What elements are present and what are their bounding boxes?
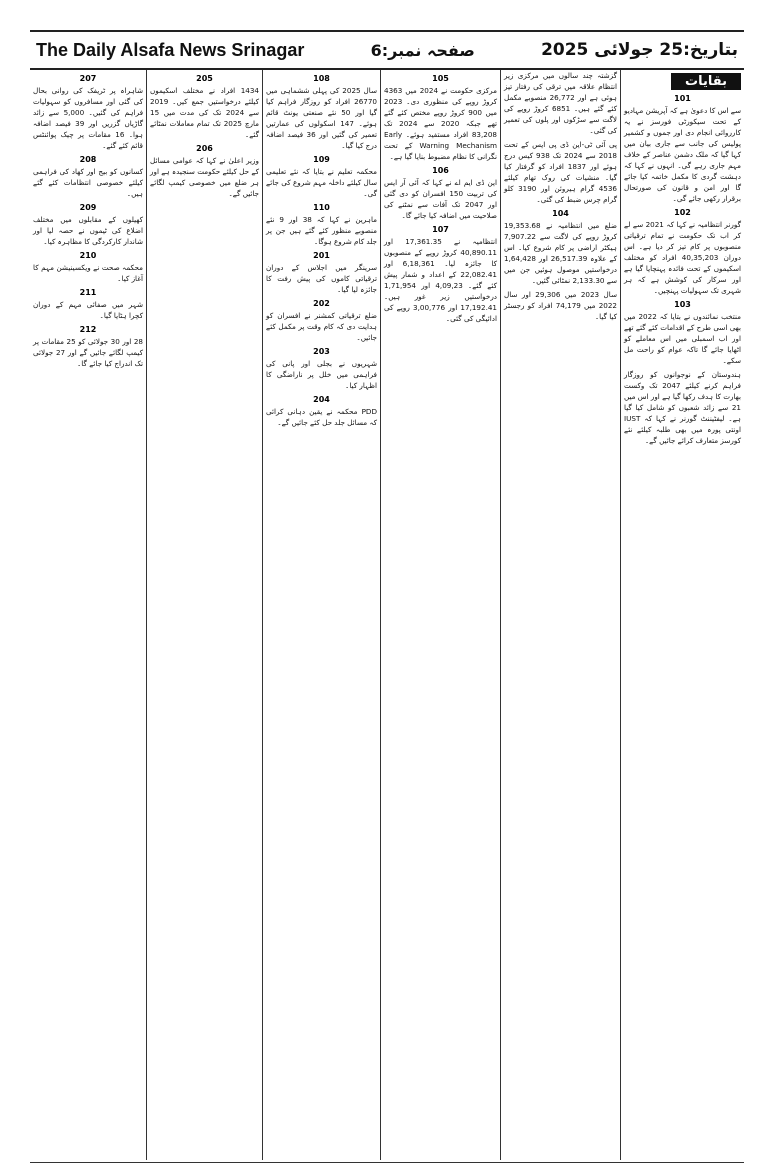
page-number: صفحہ نمبر:6 — [370, 40, 475, 60]
article-number: 209 — [79, 203, 97, 212]
column-4 — [262, 70, 380, 1160]
article-text: محکمہ صحت نے ویکسینیشن مہم کا آغاز کیا۔ — [33, 263, 143, 283]
article-text: ضلع میں انتظامیہ نے 19,353.68 کروڑ روپے کی لاگت سے 7,907.22 ہیکٹر اراضی پر کام شروع کیا۔ اس کے علاوہ 26,517.39 اور 1,64,428 درخواستیں موصول ہوئیں جن میں سے 2,133.30 نمٹائی گئیں۔ — [504, 221, 617, 285]
article-text: پی آئی ٹی-این ڈی پی ایس کے تحت 2018 سے 2024 تک 938 کیس درج ہوئے اور 1837 افراد کو گرفتار کیا گیا۔ منشیات کی روک تھام کیلئے 4536 گرام ہیروئن اور 3190 کلو گرام چرس ضبط کی گئی۔ — [504, 140, 617, 204]
column-1-articles — [624, 93, 741, 446]
article-text: سے اس کا دعویٰ ہے کہ آپریشن مہادیو کے تحت سیکورٹی فورسز نے یہ کارروائی انجام دی اور جموں و کشمیر پولیس کی جانب سے جاری بیان میں کہا گیا کہ ملک دشمن عناصر کے خلاف مہم جاری رہے گی۔ انہوں نے کہا کہ دہشت گردی کا مکمل خاتمہ کیا جائے گا اور امن و قانون کی صورتحال برقرار رکھی جائے گی۔ — [624, 106, 741, 203]
article-text: شہریوں نے بجلی اور پانی کی فراہمی میں خلل پر ناراضگی کا اظہار کیا۔ — [266, 359, 377, 390]
article-text: PDD محکمہ نے یقین دہانی کرائی کہ مسائل جلد حل کئے جائیں گے۔ — [266, 407, 377, 427]
article-number: 104 — [552, 209, 569, 218]
article-number: 204 — [313, 395, 330, 404]
column-2-articles — [504, 70, 617, 322]
article-text: کھیلوں کے مقابلوں میں مختلف اضلاع کی ٹیموں نے حصہ لیا اور شاندار کارکردگی کا مظاہرہ کیا۔ — [33, 215, 143, 246]
article-number: 110 — [313, 203, 330, 212]
article-text: 28 اور 30 جولائی کو 25 مقامات پر کیمپ لگائے جائیں گے اور 27 جولائی تک اندراج کیا جائے گا۔ — [33, 337, 144, 368]
masthead — [30, 30, 744, 70]
column-5-articles — [150, 73, 259, 199]
article-text: ہندوستان کے نوجوانوں کو روزگار فراہم کرنے کیلئے 2047 تک وکست بھارت کا ہدف رکھا گیا ہے اور اس میں 21 سے زائد شعبوں کو شامل کیا گیا ہے۔ لیفٹیننٹ گورنر نے کہا کہ IUST اونتی پورہ میں بھی طلبہ کیلئے نئے کورسز متعارف کرائے جائیں گے۔ — [624, 370, 741, 445]
section-banner: بقایات — [671, 73, 741, 90]
article-number: 102 — [674, 208, 691, 217]
article-text: ضلع ترقیاتی کمشنر نے افسران کو ہدایت دی کہ کام وقت پر مکمل کئے جائیں۔ — [266, 311, 377, 342]
article-text: سرینگر میں اجلاس کے دوران ترقیاتی کاموں کی پیش رفت کا جائزہ لیا گیا۔ — [266, 263, 377, 294]
column-1 — [620, 70, 744, 1160]
article-number: 201 — [313, 251, 330, 260]
column-6-articles — [33, 73, 143, 369]
article-number: 205 — [196, 74, 213, 83]
article-text: انتظامیہ نے 17,361.35 اور 40,890.11 کروڑ روپے کے منصوبوں کا جائزہ لیا۔ 6,18,361 اور 22,082.41 کے اعداد و شمار پیش کئے گئے۔ 4,09,23 اور 1,71,954 درخواستیں زیر غور ہیں۔ 17,192.41 اور 3,00,776 روپے کی ادائیگی کی گئی۔ — [384, 237, 498, 323]
article-text: سال 2025 کی پہلی ششماہی میں 26770 افراد کو روزگار فراہم کیا گیا اور 50 نئے صنعتی یونٹ قائم ہوئے۔ 147 اسکولوں کی عمارتیں تعمیر کی گئیں اور 36 فیصد اضافہ درج کیا گیا۔ — [266, 86, 377, 150]
article-number: 212 — [79, 325, 97, 334]
article-text: وزیر اعلیٰ نے کہا کہ عوامی مسائل کے حل کیلئے حکومت سنجیدہ ہے اور ہر ضلع میں خصوصی کیمپ لگائے جائیں گے۔ — [150, 156, 259, 198]
article-text: سال 2023 میں 29,306 اور سال 2022 میں 74,179 افراد کو رجسٹر کیا گیا۔ — [504, 290, 618, 321]
article-number: 202 — [313, 299, 330, 308]
article-text: شاہراہ پر ٹریفک کی روانی بحال کی گئی اور مسافروں کو سہولیات فراہم کی گئیں۔ 5,000 سے زائد گاڑیاں گزریں اور 39 فیصد اضافہ ہوا۔ 16 مقامات پر چیک پوائنٹس قائم کئے گئے۔ — [33, 86, 144, 150]
column-6 — [30, 70, 146, 1160]
column-3 — [380, 70, 500, 1160]
article-text: شہر میں صفائی مہم کے دوران کچرا ہٹایا گیا۔ — [33, 300, 143, 320]
article-number: 109 — [313, 155, 330, 164]
article-number: 208 — [79, 155, 97, 164]
article-number: 101 — [674, 94, 691, 103]
article-number: 105 — [432, 74, 449, 83]
bottom-rule — [30, 1162, 744, 1163]
issue-date: بتاریخ:25 جولائی 2025 — [541, 40, 738, 60]
column-4-articles — [266, 73, 377, 428]
article-text: گورنر انتظامیہ نے کہا کہ 2021 سے لے کر اب تک حکومت نے تمام ترقیاتی منصوبوں پر کام تیز کر دیا ہے۔ اس دوران 40,35,203 افراد کو مختلف اسکیموں کے تحت فائدہ پہنچایا گیا ہے اور سرکار کی کوشش ہے کہ ہر شہری تک سہولیات پہنچیں۔ — [624, 220, 741, 295]
article-text: محکمہ تعلیم نے بتایا کہ نئے تعلیمی سال کیلئے داخلہ مہم شروع کی جائے گی۔ — [266, 167, 377, 198]
article-number: 206 — [196, 144, 213, 153]
article-text: گزشتہ چند سالوں میں مرکزی زیر انتظام علاقہ میں ترقی کی رفتار تیز ہوئی ہے اور 26,772 منصوبے مکمل کئے گئے ہیں۔ 6851 کروڑ روپے کی لاگت سے سڑکوں اور پلوں کی تعمیر کی گئی۔ — [504, 71, 617, 135]
article-number: 103 — [674, 300, 691, 309]
news-columns — [30, 70, 744, 1160]
article-number: 210 — [79, 251, 97, 260]
article-number: 207 — [79, 74, 97, 83]
article-text: این ڈی ایم اے نے کہا کہ آئی آر ایس کی تربیت 150 افسران کو دی گئی اور 2047 تک آفات سے نمٹنے کی صلاحیت میں اضافہ کیا جائے گا۔ — [384, 178, 497, 220]
article-text: کسانوں کو بیج اور کھاد کی فراہمی کیلئے خصوصی انتظامات کئے گئے ہیں۔ — [33, 167, 143, 198]
article-text: 1434 افراد نے مختلف اسکیموں کیلئے درخواستیں جمع کیں۔ 2019 سے 2024 تک کی مدت میں 15 مارچ 2025 تک تمام معاملات نمٹائے گئے۔ — [150, 86, 260, 139]
article-text: ماہرین نے کہا کہ 38 اور 9 نئے منصوبے منظور کئے گئے ہیں جن پر جلد کام شروع ہوگا۔ — [266, 215, 378, 246]
column-3-articles — [384, 73, 497, 324]
column-2 — [500, 70, 620, 1160]
article-text: منتخب نمائندوں نے بتایا کہ 2022 میں بھی اسی طرح کے اقدامات کئے گئے تھے اور اب اسمبلی میں اس معاملے کو اٹھایا جائے گا تاکہ عوام کو راحت مل سکے۔ — [624, 312, 741, 365]
article-text: مرکزی حکومت نے 2024 میں 4363 کروڑ روپے کی منظوری دی۔ 2023 میں 900 کروڑ روپے مختص کئے گئے تھے جبکہ 2020 سے 2024 تک 83,208 افراد مستفید ہوئے۔ Early Warning Mechanism کے تحت نگرانی کا نظام مضبوط بنایا گیا ہے۔ — [384, 86, 498, 161]
article-number: 211 — [79, 288, 97, 297]
paper-name: The Daily Alsafa News Srinagar — [36, 39, 305, 60]
article-number: 203 — [313, 347, 330, 356]
article-number: 106 — [432, 166, 449, 175]
column-5 — [146, 70, 262, 1160]
article-number: 107 — [432, 225, 449, 234]
article-number: 108 — [313, 74, 330, 83]
